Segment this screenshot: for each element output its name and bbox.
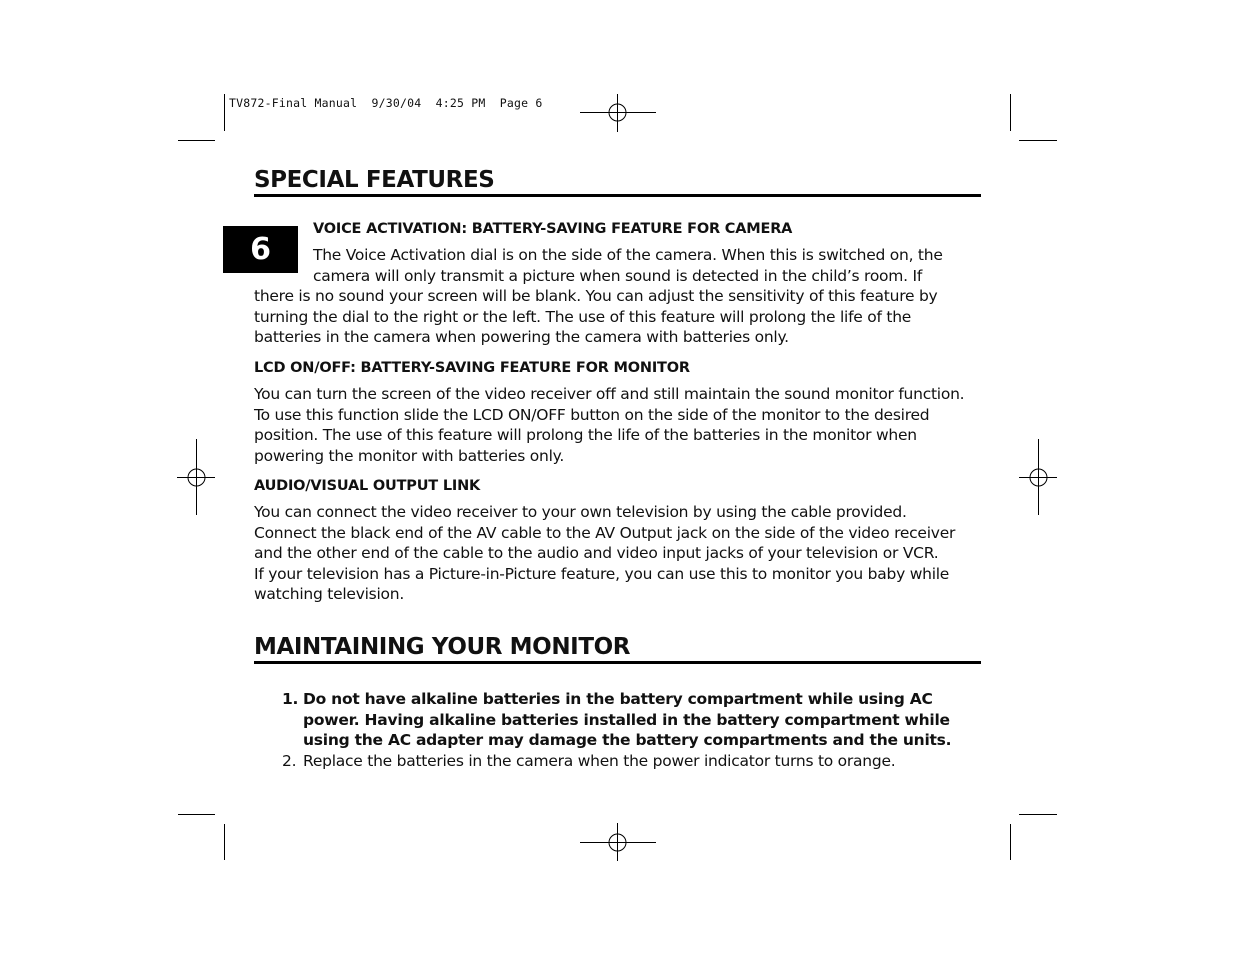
voice-activation-paragraph <box>254 245 984 348</box>
maintenance-list <box>282 689 982 771</box>
page-number-tab: 6 <box>223 226 298 273</box>
paragraph-line: and the other end of the cable to the audio and video input jacks of your television or VCR. <box>254 544 939 562</box>
printer-slug: TV872-Final Manual 9/30/04 4:25 PM Page 6 <box>229 96 543 110</box>
registration-mark-icon <box>580 94 656 132</box>
crop-mark <box>1010 824 1011 860</box>
section-title-maintaining-your-monitor: MAINTAINING YOUR MONITOR <box>254 633 981 664</box>
list-item-number: 1. <box>282 690 299 708</box>
crop-mark <box>1019 140 1057 141</box>
paragraph-line: there is no sound your screen will be blank. You can adjust the sensitivity of this feature by <box>254 287 938 305</box>
crop-mark <box>224 94 225 131</box>
paragraph-line: You can turn the screen of the video receiver off and still maintain the sound monitor function. <box>254 385 965 403</box>
list-item <box>282 689 982 751</box>
crop-mark <box>1010 94 1011 131</box>
list-item-number: 2. <box>282 751 297 770</box>
av-output-heading: AUDIO/VISUAL OUTPUT LINK <box>254 478 481 494</box>
paragraph-line: position. The use of this feature will prolong the life of the batteries in the monitor when <box>254 426 917 444</box>
list-item-line: Do not have alkaline batteries in the battery compartment while using AC <box>303 690 933 708</box>
paragraph-line: To use this function slide the LCD ON/OFF button on the side of the monitor to the desired <box>254 405 930 424</box>
registration-mark-icon <box>580 823 656 861</box>
paragraph-line: The Voice Activation dial is on the side of the camera. When this is switched on, the <box>313 246 943 264</box>
crop-mark <box>1019 814 1057 815</box>
voice-activation-heading: VOICE ACTIVATION: BATTERY-SAVING FEATURE FOR CAMERA <box>313 221 793 237</box>
crop-mark <box>178 140 215 141</box>
list-item-line: using the AC adapter may damage the battery compartments and the units. <box>303 731 952 749</box>
paragraph-line: turning the dial to the right or the left. The use of this feature will prolong the life of the <box>254 307 912 326</box>
av-output-paragraph <box>254 502 984 605</box>
paragraph-line: Connect the black end of the AV cable to the AV Output jack on the side of the video receiver <box>254 523 956 542</box>
paragraph-line: batteries in the camera when powering the camera with batteries only. <box>254 328 789 346</box>
crop-mark <box>178 814 215 815</box>
lcd-on-off-heading: LCD ON/OFF: BATTERY-SAVING FEATURE FOR MONITOR <box>254 360 690 376</box>
paragraph-line: powering the monitor with batteries only. <box>254 446 565 465</box>
list-item <box>282 751 982 772</box>
crop-mark <box>224 824 225 860</box>
list-item-line: Replace the batteries in the camera when the power indicator turns to orange. <box>303 751 896 770</box>
section-title-special-features: SPECIAL FEATURES <box>254 166 981 197</box>
lcd-on-off-paragraph <box>254 384 984 466</box>
paragraph-line: You can connect the video receiver to your own television by using the cable provided. <box>254 503 907 521</box>
paragraph-line: If your television has a Picture-in-Picture feature, you can use this to monitor you baby while <box>254 564 950 583</box>
paragraph-line: camera will only transmit a picture when sound is detected in the child’s room. If <box>313 266 923 285</box>
registration-mark-icon <box>177 439 215 515</box>
registration-mark-icon <box>1019 439 1057 515</box>
list-item-line: power. Having alkaline batteries installed in the battery compartment while <box>303 710 950 729</box>
paragraph-line: watching television. <box>254 585 405 603</box>
